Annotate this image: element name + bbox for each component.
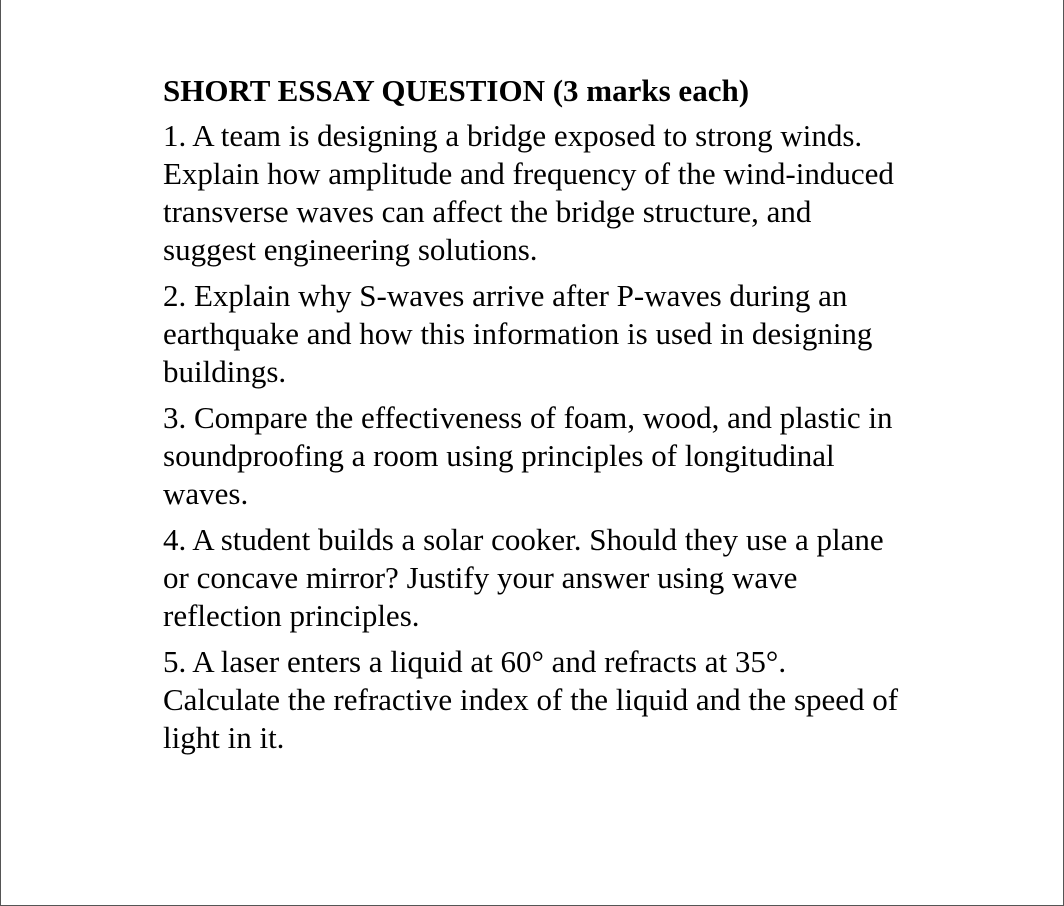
question-3: 3. Compare the effectiveness of foam, wood, and plastic in soundproofing a room using principles of longitudinal waves. xyxy=(163,400,893,511)
question-4: 4. A student builds a solar cooker. Should they use a plane or concave mirror? Justify your answer using wave reflection principles. xyxy=(163,522,884,633)
question-5: 5. A laser enters a liquid at 60° and refracts at 35°. Calculate the refractive index of the liquid and the speed of light in it. xyxy=(163,644,899,755)
question-2: 2. Explain why S-waves arrive after P-waves during an earthquake and how this information is used in designing buildings. xyxy=(163,278,873,389)
question-list xyxy=(163,117,943,757)
question-1: 1. A team is designing a bridge exposed to strong winds. Explain how amplitude and frequency of the wind-induced transverse waves can affect the bridge structure, and suggest engineering solutions. xyxy=(163,118,894,267)
section-heading: SHORT ESSAY QUESTION (3 marks each) xyxy=(163,73,750,108)
document-content xyxy=(163,72,943,765)
